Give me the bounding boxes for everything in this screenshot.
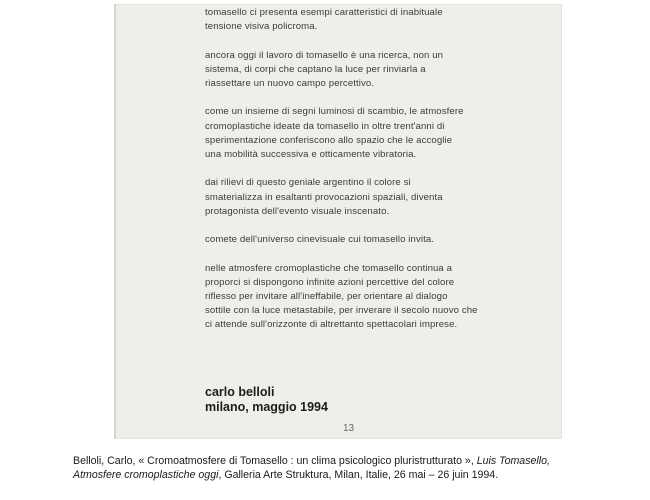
text-line: una mobilità successiva e otticamente vibratoria. [205, 149, 417, 160]
caption-line-2 [73, 468, 593, 482]
paragraph [205, 233, 505, 247]
text-line: tomasello ci presenta esempi caratteristici di inabituale [205, 7, 443, 18]
text-line: comete dell'universo cinevisuale cui tomasello invita. [205, 234, 435, 246]
text-line: sistema, di corpi che captano la luce per rinviarla a [205, 63, 426, 75]
page-number: 13 [343, 423, 355, 434]
text-line: proporci si dispongono infinite azioni percettive del colore [205, 276, 455, 288]
text-line: tensione visiva policroma. [205, 21, 318, 33]
citation-caption [73, 454, 593, 482]
author-name: carlo belloli [205, 385, 275, 399]
text-line: dai rilievi di questo geniale argentino il colore si [205, 177, 411, 189]
caption-text: Belloli, Carlo, « Cromoatmosfere di Tomasello : un clima psicologico pluristrutturato », [73, 455, 477, 467]
text-line: ci attende sull'orizzonte di altrettanto spettacolari imprese. [205, 319, 458, 331]
essay-text [205, 6, 505, 347]
paragraph [205, 6, 505, 34]
caption-italic-text: Atmosfere cromoplastiche oggi [73, 469, 219, 481]
paragraph [205, 262, 505, 333]
paragraph [205, 105, 505, 162]
text-line: protagonista dell'evento visuale inscenato. [205, 205, 390, 217]
paragraph [205, 176, 505, 219]
text-line: sperimentazione conferiscono allo spazio che le accoglie [205, 134, 453, 146]
caption-line-1 [73, 454, 593, 468]
text-line: sottile con la luce metastabile, per inverare il secolo nuovo che [205, 305, 478, 317]
author-signature [205, 385, 328, 414]
caption-text: , Galleria Arte Struktura, Milan, Italie, 26 mai – 26 juin 1994. [218, 469, 499, 481]
text-line: nelle atmosfere cromoplastiche che tomasello continua a [205, 262, 453, 274]
caption-italic-text: Luis Tomasello, [476, 455, 550, 467]
paragraph [205, 49, 505, 92]
text-line: riassettare un nuovo campo percettivo. [205, 78, 375, 89]
text-line: ancora oggi il lavoro di tomasello è una ricerca, non un [205, 49, 444, 61]
text-line: come un insieme di segni luminosi di scambio, le atmosfere [205, 106, 464, 118]
text-line: riflesso per invitare all'ineffabile, per orientare al dialogo [205, 290, 448, 302]
text-line: cromoplastiche ideate da tomasello in oltre trent'anni di [205, 120, 445, 132]
scan-edge [114, 4, 116, 439]
text-line: smaterializza in esaltanti provocazioni spaziali, diventa [205, 191, 443, 203]
place-date: milano, maggio 1994 [205, 399, 328, 414]
